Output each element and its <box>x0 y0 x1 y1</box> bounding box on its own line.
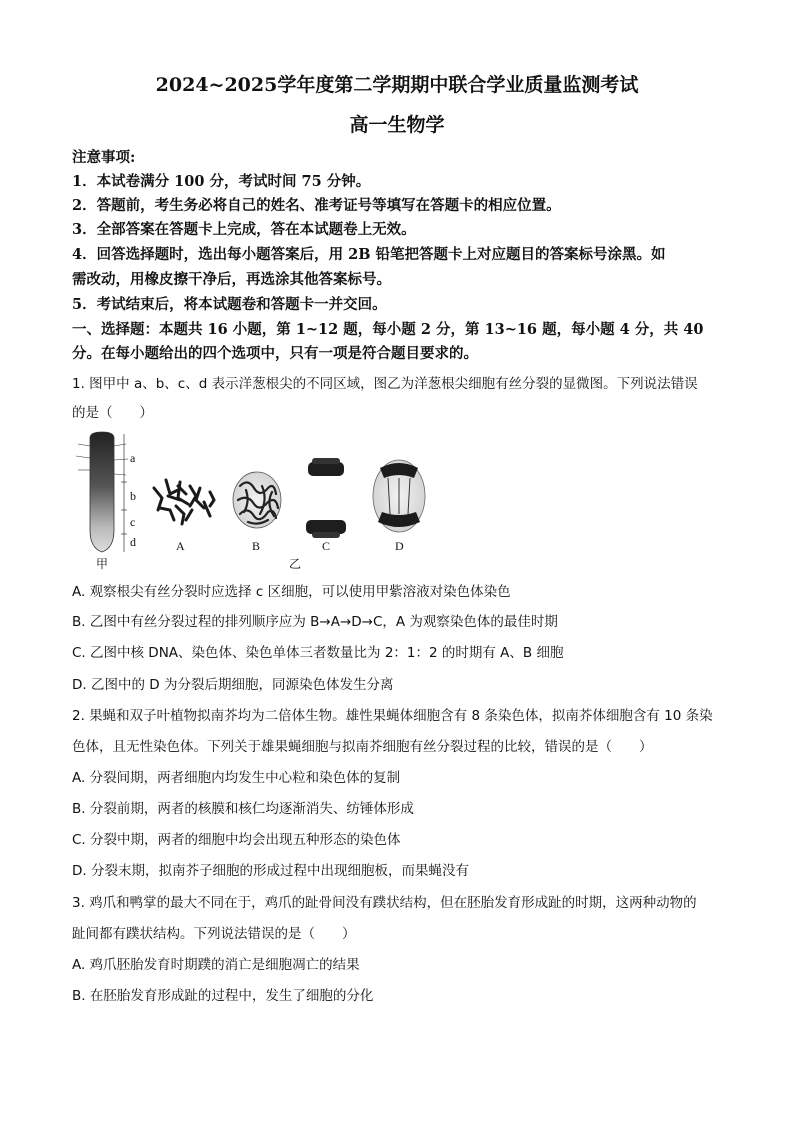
zone-label-a: a <box>130 451 136 465</box>
q3-stem-cont: 趾间都有蹼状结构。下列说法错误的是（ ） <box>72 926 356 942</box>
q2-option-b: B. 分裂前期，两者的核膜和核仁均逐渐消失、纺锤体形成 <box>72 801 414 817</box>
q2-stem: 2. 果蝇和双子叶植物拟南芥均为二倍体生物。雄性果蝇体细胞含有 8 条染色体，拟南芥体细胞含有 10 条染 <box>72 708 713 724</box>
notice-item: 2．答题前，考生务必将自己的姓名、准考证号等填写在答题卡的相应位置。 <box>72 197 561 214</box>
q1-stem-cont: 的是（ ） <box>72 405 153 421</box>
group-label: 乙 <box>289 557 302 571</box>
q2-option-c: C. 分裂中期，两者的细胞中均会出现五种形态的染色体 <box>72 832 401 848</box>
exam-title: 2024~2025学年度第二学期期中联合学业质量监测考试 <box>155 74 639 96</box>
cell-d <box>373 460 425 532</box>
notice-item: 需改动，用橡皮擦干净后，再选涂其他答案标号。 <box>72 271 391 288</box>
cell-a <box>154 480 214 524</box>
q1-option-b: B. 乙图中有丝分裂过程的排列顺序应为 B→A→D→C，A 为观察染色体的最佳时期 <box>72 614 558 630</box>
notice-item: 3．全部答案在答题卡上完成，答在本试题卷上无效。 <box>72 221 416 238</box>
notice-item: 5．考试结束后，将本试题卷和答题卡一并交回。 <box>72 296 387 313</box>
cell-label-b: B <box>252 539 261 553</box>
q3-option-a: A. 鸡爪胚胎发育时期蹼的消亡是细胞凋亡的结果 <box>72 957 360 973</box>
root-label: 甲 <box>96 557 109 571</box>
cell-label-a: A <box>176 539 185 553</box>
notice-item: 1．本试卷满分 100 分，考试时间 75 分钟。 <box>72 173 371 190</box>
cell-c <box>306 458 346 538</box>
q1-option-d: D. 乙图中的 D 为分裂后期细胞，同源染色体发生分离 <box>72 677 394 693</box>
q2-option-d: D. 分裂末期，拟南芥子细胞的形成过程中出现细胞板，而果蝇没有 <box>72 863 469 879</box>
notice-heading: 注意事项: <box>72 149 136 166</box>
q1-option-c: C. 乙图中核 DNA、染色体、染色单体三者数量比为 2：1：2 的时期有 A、B 细胞 <box>72 645 564 661</box>
zone-label-b: b <box>130 489 136 503</box>
q3-option-b: B. 在胚胎发育形成趾的过程中，发生了细胞的分化 <box>72 988 374 1004</box>
cell-label-c: C <box>322 539 331 553</box>
q1-option-a: A. 观察根尖有丝分裂时应选择 c 区细胞，可以使用甲紫溶液对染色体染色 <box>72 584 511 600</box>
q1-figure <box>72 430 442 575</box>
zone-label-c: c <box>130 515 136 529</box>
mitosis-figure-svg <box>72 430 442 575</box>
section-heading-cont: 分。在每小题给出的四个选项中，只有一项是符合题目要求的。 <box>72 345 478 362</box>
cell-b <box>233 472 281 528</box>
q3-stem: 3. 鸡爪和鸭掌的最大不同在于，鸡爪的趾骨间没有蹼状结构，但在胚胎发育形成趾的时期，这两种动物的 <box>72 895 697 911</box>
q2-stem-cont: 色体，且无性染色体。下列关于雄果蝇细胞与拟南芥细胞有丝分裂过程的比较，错误的是（ ） <box>72 739 653 755</box>
root-tip <box>76 432 136 571</box>
exam-subject: 高一生物学 <box>349 114 445 136</box>
zone-label-d: d <box>130 535 136 549</box>
q2-option-a: A. 分裂间期，两者细胞内均发生中心粒和染色体的复制 <box>72 770 401 786</box>
section-heading: 一、选择题：本题共 16 小题，第 1~12 题，每小题 2 分，第 13~16 题，每小题 4 分，共 40 <box>72 321 704 338</box>
q1-stem: 1. 图甲中 a、b、c、d 表示洋葱根尖的不同区域，图乙为洋葱根尖细胞有丝分裂的显微图。下列说法错误 <box>72 376 698 392</box>
cell-label-d: D <box>395 539 404 553</box>
notice-item: 4．回答选择题时，选出每小题答案后，用 2B 铅笔把答题卡上对应题目的答案标号涂黑。如 <box>72 246 666 263</box>
